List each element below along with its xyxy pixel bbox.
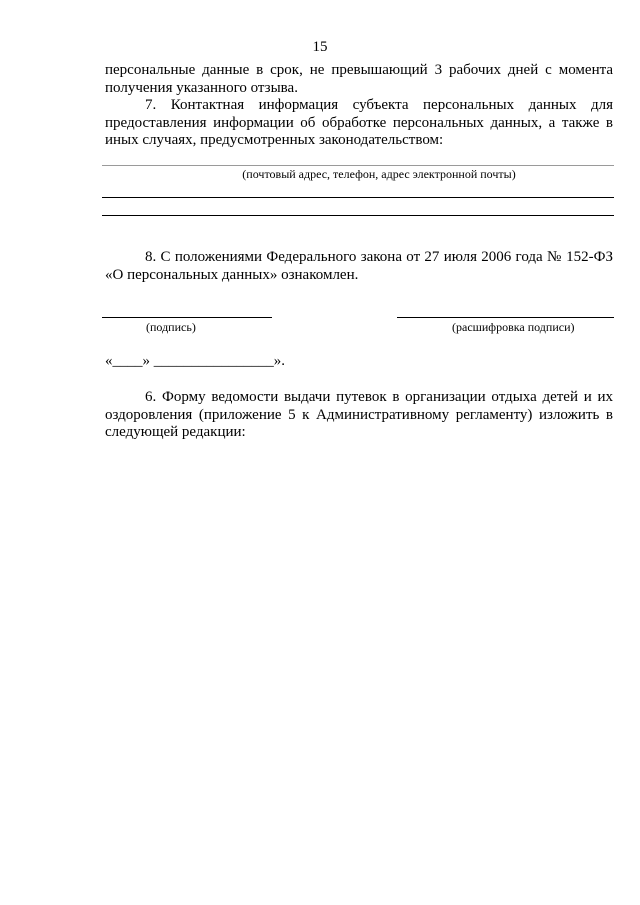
signature-caption: (подпись) [146,320,196,334]
paragraph-line: предоставления информации об обработке персональных данных, а также в [105,114,613,131]
paragraph-acknowledgement [105,249,613,284]
page-number: 15 [312,39,328,55]
paragraph-line: получения указанного отзыва. [105,79,298,96]
signature-line [102,317,272,318]
signature-decode-line [397,317,614,318]
contact-caption: (почтовый адрес, телефон, адрес электронной почты) [242,167,516,181]
signature-decode-caption: (расшифровка подписи) [452,320,575,334]
paragraph-line: персональные данные в срок, не превышающий 3 рабочих дней с момента [105,62,613,78]
paragraph-line: 7. Контактная информация субъекта персональных данных для [145,97,613,113]
contact-fill-line [102,197,614,198]
paragraph-line: 6. Форму ведомости выдачи путевок в организации отдыха детей и их [145,389,613,405]
paragraph-line: иных случаях, предусмотренных законодательством: [105,132,444,148]
paragraph-form-amendment [105,389,613,442]
paragraph-line: следующей редакции: [105,424,246,440]
contact-fill-line [102,165,614,166]
contact-fill-line [102,215,614,216]
paragraph-consent-withdrawal [105,62,613,97]
paragraph-line: 8. С положениями Федерального закона от 27 июля 2006 года № 152-ФЗ [145,249,613,265]
paragraph-line: «О персональных данных» ознакомлен. [105,266,359,283]
paragraph-line: оздоровления (приложение 5 к Административному регламенту) изложить в [105,406,613,423]
date-line: «____» ________________». [105,353,285,369]
paragraph-contact-info [105,97,613,150]
